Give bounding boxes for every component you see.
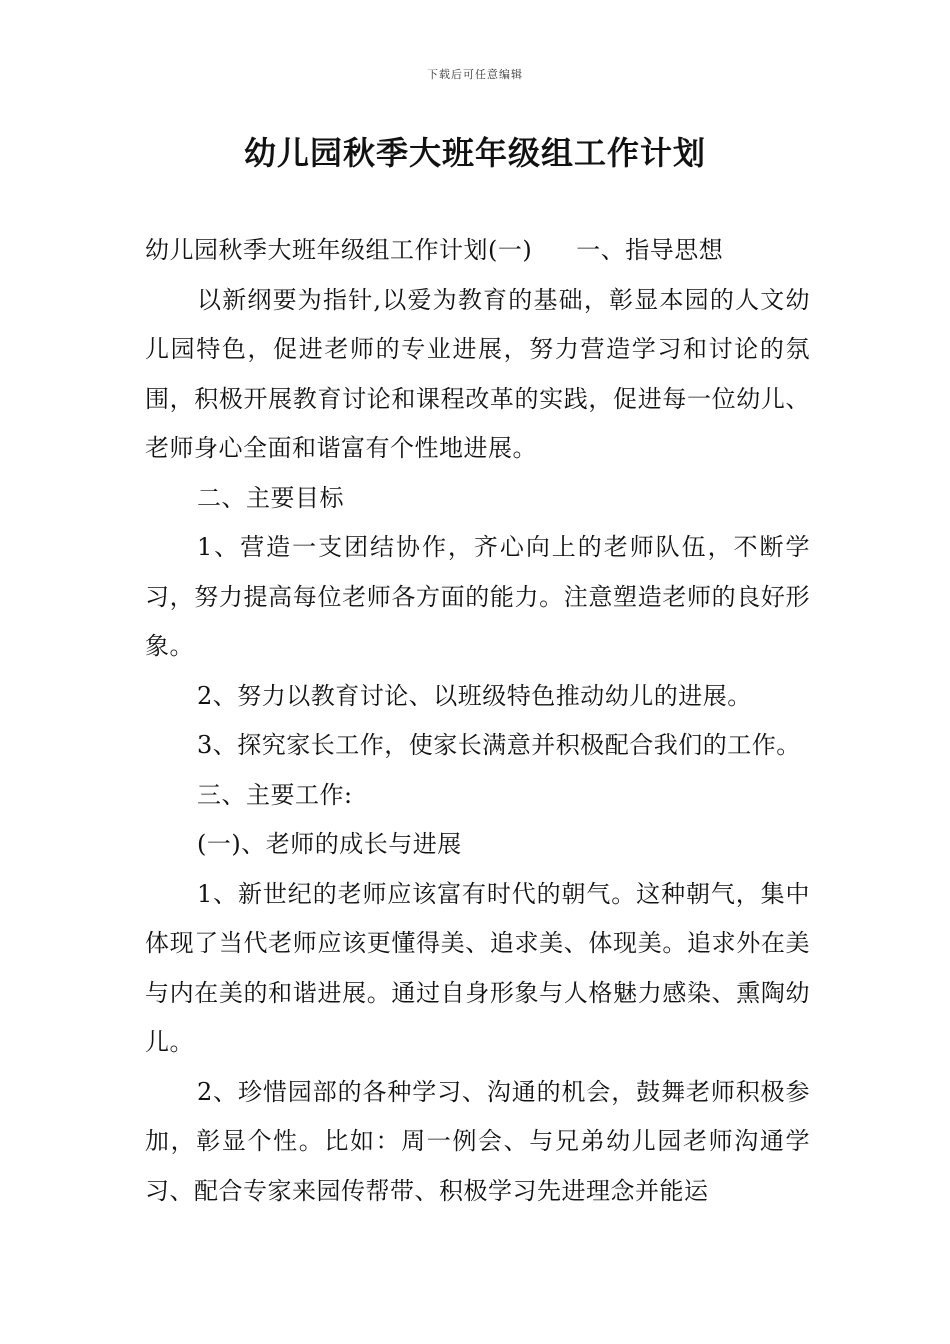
paragraph: 3、探究家长工作，使家长满意并积极配合我们的工作。 bbox=[197, 731, 801, 759]
paragraph: 以新纲要为指针,以爱为教育的基础，彰显本园的人文幼儿园特色，促进老师的专业进展，努力营造学习和讨论的氛围，积极开展教育讨论和课程改革的实践，促进每一位幼儿、老师身心全面和谐富有个性地进展。 bbox=[145, 285, 810, 462]
subtitle-line bbox=[145, 226, 810, 276]
section-heading: 三、主要工作: bbox=[197, 780, 353, 809]
document-title: 幼儿园秋季大班年级组工作计划 bbox=[243, 134, 706, 172]
header-note: 下载后可任意编辑 bbox=[427, 68, 523, 81]
document-body bbox=[145, 226, 810, 1216]
sub-heading: (一)、老师的成长与进展 bbox=[197, 830, 462, 858]
paragraph: 1、新世纪的老师应该富有时代的朝气。这种朝气，集中体现了当代老师应该更懂得美、追求美、体现美。追求外在美与内在美的和谐进展。通过自身形象与人格魅力感染、熏陶幼儿。 bbox=[145, 879, 810, 1056]
section-subtitle: 幼儿园秋季大班年级组工作计划(一) bbox=[145, 236, 533, 264]
section-heading: 一、指导思想 bbox=[576, 236, 724, 264]
section-heading: 二、主要目标 bbox=[197, 483, 344, 512]
paragraph: 2、珍惜园部的各种学习、沟通的机会，鼓舞老师积极参加，彰显个性。比如：周一例会、与兄弟幼儿园老师沟通学习、配合专家来园传帮带、积极学习先进理念并能运 bbox=[145, 1077, 810, 1205]
paragraph: 2、努力以教育讨论、以班级特色推动幼儿的进展。 bbox=[197, 681, 752, 710]
paragraph: 1、营造一支团结协作，齐心向上的老师队伍，不断学习，努力提高每位老师各方面的能力。注意塑造老师的良好形象。 bbox=[145, 533, 810, 660]
